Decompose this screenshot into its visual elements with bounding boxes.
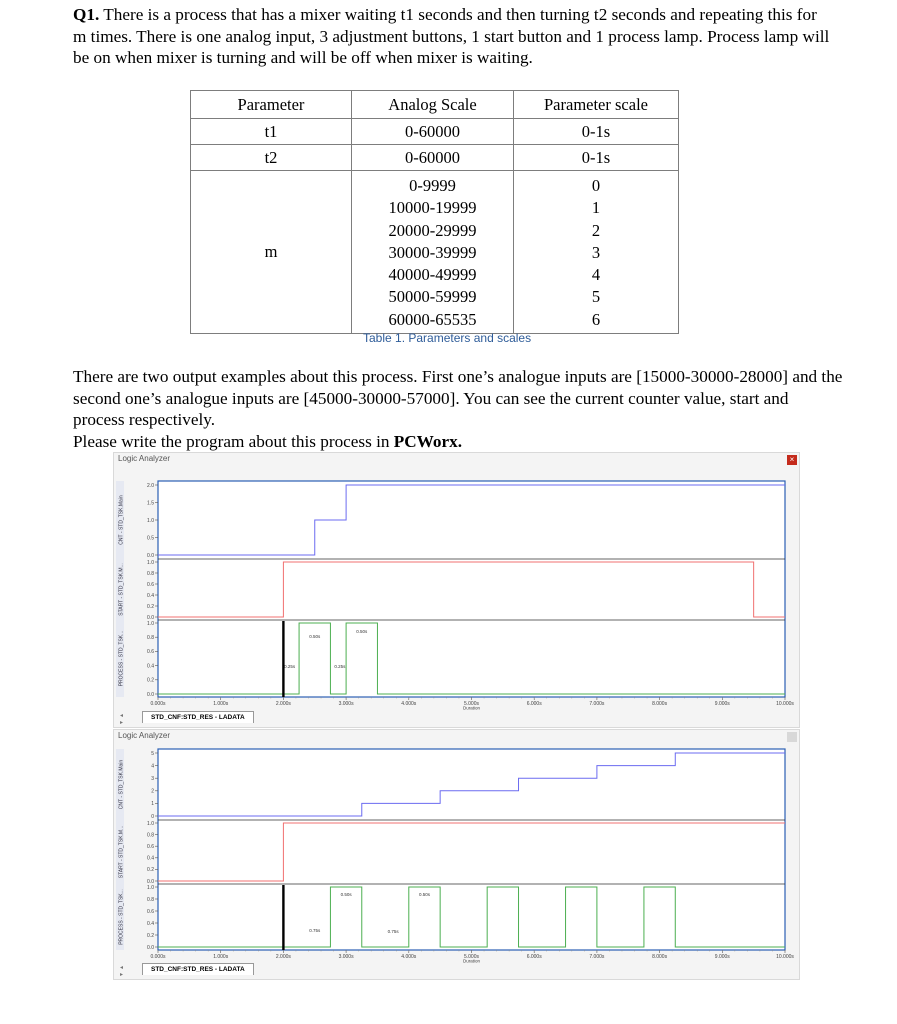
table-row-t2 xyxy=(191,145,679,171)
y-tick-label: 0.0 xyxy=(147,552,154,559)
task-prefix: Please write the program about this process in xyxy=(73,431,394,451)
x-tick-label: 1.000s xyxy=(213,954,229,960)
x-axis-label: Duration xyxy=(462,958,481,964)
x-tick-label: 10.000s xyxy=(776,954,794,960)
x-tick-label: 2.000s xyxy=(275,701,291,707)
y-tick-label: 1.0 xyxy=(147,620,154,627)
y-tick-label: 0.6 xyxy=(147,844,154,850)
plot-area xyxy=(158,481,785,697)
y-tick-label: 0.0 xyxy=(147,614,154,621)
cell-scale-m xyxy=(514,171,679,334)
y-tick-label: 0.6 xyxy=(147,908,154,915)
logic-analyzer-title: Logic Analyzer xyxy=(118,454,171,463)
question-number: Q1. xyxy=(73,5,100,24)
channel-label: START - STD_TSK.M... xyxy=(118,825,125,879)
table-caption: Table 1. Parameters and scales xyxy=(363,331,532,345)
channel-label: CNT - STD_TSK.Main xyxy=(118,495,125,545)
logic-analyzer-plot-1 xyxy=(114,465,799,715)
analog-range: 20000-29999 xyxy=(388,220,477,240)
x-tick-label: 4.000s xyxy=(401,954,417,960)
cell-analog: 0-60000 xyxy=(352,119,514,145)
duration-annotation: 0.50s xyxy=(340,892,352,897)
tab-nav-arrows-icon[interactable]: ◂ ▸ xyxy=(120,713,124,726)
table-row-m xyxy=(191,171,679,334)
y-tick-label: 0.6 xyxy=(147,649,154,656)
y-tick-label: 2.0 xyxy=(147,482,154,489)
y-tick-label: 0.0 xyxy=(147,944,154,951)
analog-range: 10000-19999 xyxy=(388,198,477,218)
close-icon[interactable] xyxy=(787,732,797,742)
x-tick-label: 3.000s xyxy=(338,701,354,707)
y-tick-label: 0.8 xyxy=(147,832,154,839)
header-parameter-scale: Parameter scale xyxy=(514,91,679,119)
x-tick-label: 1.000s xyxy=(213,701,229,707)
y-tick-label: 4 xyxy=(151,763,154,770)
x-tick-label: 7.000s xyxy=(589,954,605,960)
x-tick-label: 7.000s xyxy=(589,701,605,707)
x-tick-label: 5.000s xyxy=(463,701,480,707)
cell-param: t2 xyxy=(191,145,352,171)
y-tick-label: 1.0 xyxy=(147,884,154,891)
table-row-t1 xyxy=(191,119,679,145)
y-tick-label: 1.0 xyxy=(147,517,154,524)
analog-range: 60000-65535 xyxy=(388,309,477,329)
y-tick-label: 0.0 xyxy=(147,691,154,698)
y-tick-label: 0 xyxy=(151,813,154,820)
x-tick-label: 4.000s xyxy=(401,701,417,707)
question-body: There is a process that has a mixer waiting t1 seconds and then turning t2 seconds and repeating this for m times. There is one analog input, 3 adjustment buttons, 1 start button and 1 process lamp. Process lamp will be on when mixer is turning and will be off when mixer is waiting. xyxy=(73,5,830,67)
duration-annotation: 0.75s xyxy=(387,929,399,934)
y-tick-label: 0.2 xyxy=(147,603,154,610)
x-tick-label: 0.000s xyxy=(150,954,166,960)
parameters-table xyxy=(190,90,679,334)
y-tick-label: 0.8 xyxy=(147,896,154,903)
x-tick-label: 2.000s xyxy=(275,954,291,960)
logic-analyzer-title: Logic Analyzer xyxy=(118,731,171,740)
analog-range: 50000-59999 xyxy=(388,287,477,307)
cell-param-m: m xyxy=(191,171,352,334)
channel-label: START - STD_TSK.M... xyxy=(118,563,125,616)
examples-text: There are two output examples about this process. First one’s analogue inputs are [15000-30000-28000] and the second one’s analogue inputs are [45000-30000-57000]. You can see the current counter value, start and process respectively. xyxy=(73,367,843,429)
cell-analog-m xyxy=(352,171,514,334)
x-tick-label: 10.000s xyxy=(776,701,794,707)
y-tick-label: 0.0 xyxy=(147,878,154,885)
cell-scale: 0-1s xyxy=(514,119,679,145)
scale-value: 4 xyxy=(591,265,601,285)
tab-std-cnf-ladata[interactable]: STD_CNF:STD_RES - LADATA xyxy=(142,963,254,975)
logic-analyzer-plot-2 xyxy=(114,742,799,968)
header-parameter: Parameter xyxy=(191,91,352,119)
scale-value: 5 xyxy=(591,287,601,307)
tab-nav-arrows-icon[interactable]: ◂ ▸ xyxy=(120,965,124,978)
duration-annotation: 0.50s xyxy=(356,629,368,634)
x-axis-label: Duration xyxy=(462,705,481,711)
scale-value: 3 xyxy=(591,242,601,262)
plot-area xyxy=(158,749,785,950)
task-line xyxy=(73,431,843,453)
cell-param: t1 xyxy=(191,119,352,145)
y-tick-label: 0.4 xyxy=(147,920,154,927)
scale-value: 1 xyxy=(591,198,601,218)
analog-range: 30000-39999 xyxy=(388,242,477,262)
y-tick-label: 0.4 xyxy=(147,592,154,599)
instructions-paragraph xyxy=(73,366,843,452)
x-tick-label: 3.000s xyxy=(338,954,354,960)
y-tick-label: 1.0 xyxy=(147,820,154,827)
close-icon[interactable]: × xyxy=(787,455,797,465)
duration-annotation: 0.25s xyxy=(284,664,296,669)
analog-range: 40000-49999 xyxy=(388,265,477,285)
duration-annotation: 0.75s xyxy=(309,928,321,933)
duration-annotation: 0.50s xyxy=(309,634,321,639)
x-tick-label: 6.000s xyxy=(526,954,542,960)
scale-value: 0 xyxy=(591,176,601,195)
duration-annotation: 0.50s xyxy=(418,892,430,897)
logic-analyzer-window-1 xyxy=(113,452,800,728)
scale-value: 6 xyxy=(591,309,601,329)
y-tick-label: 1 xyxy=(151,801,154,808)
y-tick-label: 5 xyxy=(151,750,154,757)
y-tick-label: 0.8 xyxy=(147,635,154,641)
y-tick-label: 0.2 xyxy=(147,932,154,939)
tab-std-cnf-ladata[interactable]: STD_CNF:STD_RES - LADATA xyxy=(142,711,254,723)
y-tick-label: 0.8 xyxy=(147,570,154,577)
y-tick-label: 0.4 xyxy=(147,855,154,862)
x-tick-label: 6.000s xyxy=(526,701,542,707)
table-header-row xyxy=(191,91,679,119)
question-text xyxy=(73,4,833,69)
scale-value: 2 xyxy=(591,220,601,240)
y-tick-label: 0.2 xyxy=(147,867,154,874)
channel-label: PROCESS - STD_TSK... xyxy=(118,630,125,687)
y-tick-label: 2 xyxy=(151,788,154,795)
x-tick-label: 0.000s xyxy=(150,701,166,707)
x-tick-label: 8.000s xyxy=(652,954,668,960)
x-tick-label: 9.000s xyxy=(714,701,730,707)
y-tick-label: 1.0 xyxy=(147,559,154,566)
y-tick-label: 3 xyxy=(151,776,154,782)
duration-annotation: 0.25s xyxy=(334,664,346,669)
y-tick-label: 0.4 xyxy=(147,663,154,670)
cell-scale: 0-1s xyxy=(514,145,679,171)
y-tick-label: 0.5 xyxy=(147,535,154,542)
logic-analyzer-window-2 xyxy=(113,729,800,980)
cell-analog: 0-60000 xyxy=(352,145,514,171)
task-software: PCWorx. xyxy=(393,431,463,451)
channel-label: PROCESS - STD_TSK... xyxy=(118,889,125,945)
x-tick-label: 8.000s xyxy=(652,701,668,707)
y-tick-label: 0.2 xyxy=(147,677,154,684)
header-analog-scale: Analog Scale xyxy=(352,91,514,119)
x-tick-label: 9.000s xyxy=(714,954,730,960)
analog-range: 0-9999 xyxy=(409,176,456,195)
x-tick-label: 5.000s xyxy=(463,954,480,960)
channel-label: CNT - STD_TSK.Main xyxy=(118,759,125,810)
y-tick-label: 0.6 xyxy=(147,581,154,588)
y-tick-label: 1.5 xyxy=(147,500,154,507)
